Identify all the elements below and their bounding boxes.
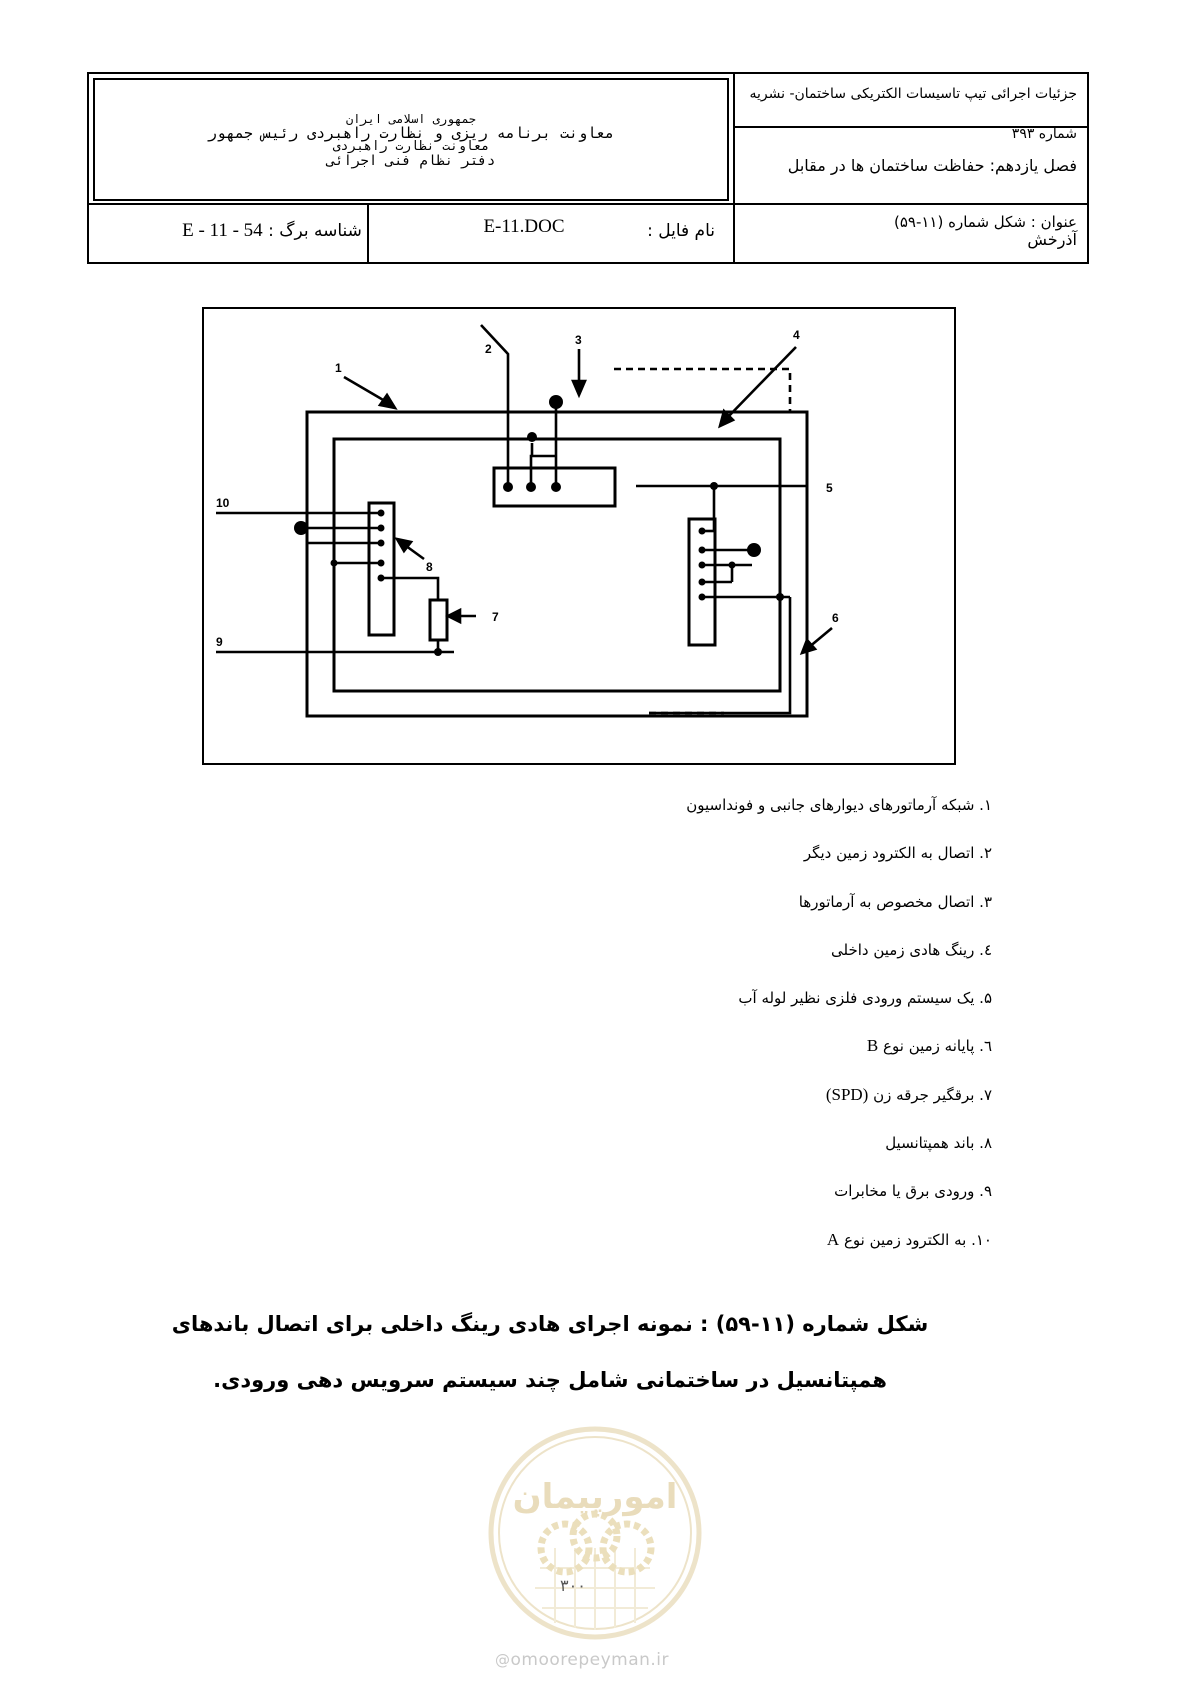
junction-dot [378, 525, 385, 532]
callout-label-6: 6 [832, 611, 839, 625]
legend-item-symbol: B [866, 1036, 879, 1056]
junction-dot [331, 560, 338, 567]
diagram-svg [204, 309, 954, 763]
legend-item-text: ٦. پایانه زمین نوع [883, 1037, 992, 1056]
chapter-title: فصل یازدهم: حفاظت ساختمان ها در مقابل آذرخش [787, 156, 1077, 249]
legend-item [560, 937, 992, 963]
caption-line-1: شکل شماره (۱۱-۵۹) : نمونه اجرای هادی رینگ داخلی برای اتصال باندهای [171, 1312, 929, 1336]
link-left-spd [381, 578, 438, 600]
sheet-id-label: شناسه برگ : [268, 221, 362, 241]
seal-lettering: امورپیمان [512, 1477, 678, 1517]
type-b-earth-terminal-line [649, 597, 790, 713]
junction-dot [549, 395, 563, 409]
junction-dot [378, 540, 385, 547]
org-line-supervision: معاونت نظارت راهبردی [332, 138, 490, 154]
dashed-top-earth [614, 369, 790, 412]
junction-dot [710, 482, 718, 490]
page-number: ۳۰۰ [560, 1576, 586, 1595]
junction-dot [294, 521, 308, 535]
bonding-ring-diagram [202, 307, 956, 765]
callout-label-5: 5 [826, 481, 833, 495]
junction-dot [526, 482, 536, 492]
junction-dot [699, 579, 706, 586]
website-text: omoorepeyman.ir [510, 1650, 670, 1670]
junction-dot [378, 510, 385, 517]
junction-dot [503, 482, 513, 492]
arrowhead-icon [380, 395, 395, 408]
junction-dot [747, 543, 761, 557]
legend-item [560, 1227, 992, 1253]
figure-legend [560, 792, 992, 1275]
junction-dot [378, 575, 385, 582]
callout-label-2: 2 [485, 342, 492, 356]
arrowhead-icon [802, 640, 815, 653]
document-header-table [87, 72, 1089, 264]
callout-label-10: 10 [216, 496, 230, 510]
file-name-value: E-11.DOC [483, 216, 565, 237]
legend-item [560, 1033, 992, 1059]
legend-item-text: ۵. یک سیستم ورودی فلزی نظیر لوله آب [738, 989, 992, 1008]
lead-middle [531, 456, 556, 487]
junction-dot [699, 562, 706, 569]
legend-item-text: ۳. اتصال مخصوص به آرماتورها [798, 892, 992, 911]
callout-label-7: 7 [492, 610, 499, 624]
legend-item-symbol: A [826, 1229, 840, 1249]
legend-item [560, 1130, 992, 1156]
legend-item-text: ٤. رینگ هادی زمین داخلی [831, 940, 992, 959]
legend-item [560, 792, 992, 818]
callout-label-3: 3 [575, 333, 582, 347]
junction-dot [434, 648, 442, 656]
junction-dot [699, 547, 706, 554]
junction-dot [699, 528, 706, 535]
sheet-id [107, 211, 437, 251]
junction-dot [551, 482, 561, 492]
legend-item-symbol: (SPD) [825, 1084, 869, 1104]
sheet-id-value: E - 11 - 54 [182, 220, 263, 241]
legend-item [560, 889, 992, 915]
spd-arrester [430, 600, 447, 640]
callout-label-9: 9 [216, 635, 223, 649]
legend-item-text: ۱۰. به الکترود زمین نوع [843, 1230, 992, 1249]
org-line-office: دفتر نظام فنی اجرائی [326, 152, 496, 169]
legend-item [560, 840, 992, 866]
callout-label-1: 1 [335, 361, 342, 375]
junction-dot [729, 562, 736, 569]
legend-item-text: ۸. باند همپتانسیل [885, 1134, 992, 1153]
arrowhead-icon [448, 610, 460, 622]
figure-caption [150, 1296, 950, 1408]
legend-item-text: ۱. شبکه آرماتورهای دیوارهای جانبی و فونداسیون [686, 796, 992, 814]
watermark-seal-logo [480, 1418, 710, 1648]
organization-block [93, 78, 729, 201]
legend-item [560, 1082, 992, 1108]
junction-dot [776, 593, 784, 601]
left-bonding-bar [369, 503, 394, 635]
figure-title: عنوان : شکل شماره (۱۱-۵۹) [893, 213, 1077, 231]
arrowhead-icon [573, 381, 585, 395]
legend-item-text: ۲. اتصال به الکترود زمین دیگر [803, 844, 992, 863]
legend-item-text: ۹. ورودی برق یا مخابرات [834, 1182, 992, 1201]
junction-dot [527, 432, 537, 442]
legend-item [560, 1178, 992, 1204]
callout-label-8: 8 [426, 560, 433, 574]
callout-label-4: 4 [793, 328, 800, 342]
caption-line-2: همپتانسیل در ساختمانی شامل چند سیستم سرویس دهی ورودی. [213, 1368, 887, 1392]
junction-dot [699, 594, 706, 601]
file-name-label: نام فایل : [647, 221, 715, 241]
publication-title: جزئیات اجرائی تیپ تاسیسات الکتریکی ساختمان- نشریه شماره ۳۹۳ [749, 86, 1077, 142]
org-line-deputy: معاونت برنامه ریزی و نظارت راهبردی رئیس جمهور [207, 123, 615, 142]
header-divider [733, 74, 735, 262]
org-line-country: جمهوری اسلامی ایران [345, 111, 477, 126]
website-watermark [495, 1650, 669, 1670]
callout-arrow-4 [726, 347, 796, 419]
at-icon: @ [495, 1651, 511, 1669]
legend-item-text: ۷. برقگیر جرقه زن [873, 1085, 992, 1104]
legend-item [560, 985, 992, 1011]
junction-dot [378, 560, 385, 567]
